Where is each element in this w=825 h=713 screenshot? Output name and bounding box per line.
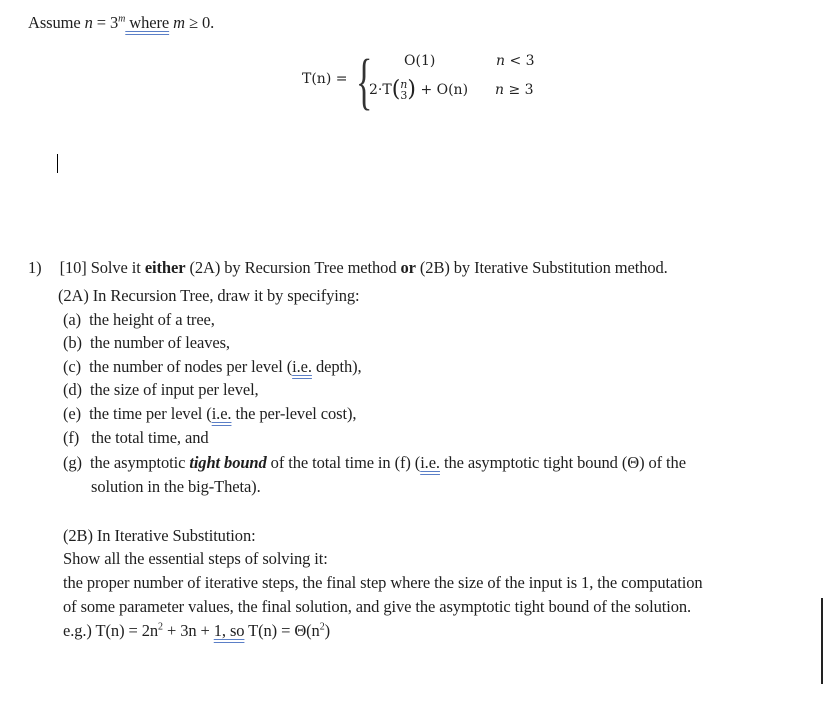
text-cursor[interactable] <box>57 154 58 173</box>
list-item-d: (d) the size of input per level, <box>63 380 259 399</box>
list-item-a: (a) the height of a tree, <box>63 310 215 329</box>
list-item-b: (b) the number of leaves, <box>63 333 230 352</box>
case2-condition: n ≥ 3 <box>495 82 534 98</box>
recurrence-lhs: T(n) = <box>302 71 348 87</box>
case1-condition: n < 3 <box>496 53 535 69</box>
question-line: 1) [10] Solve it either (2A) by Recursion Tree method or (2B) by Iterative Substitution method. <box>28 258 668 277</box>
case1-value: O(1) <box>404 53 436 69</box>
list-item-c: (c) the number of nodes per level (i.e. depth), <box>63 357 362 376</box>
part-2b-heading: (2B) In Iterative Substitution: <box>63 526 256 545</box>
part-2a-heading: (2A) In Recursion Tree, draw it by specifying: <box>58 286 360 305</box>
part-2b-line1: Show all the essential steps of solving it: <box>63 549 328 568</box>
part-2b-example: e.g.) $T(n) = 2n^2 + 3n + 1$, so $T(n) = \Theta(n^2)$ <box>63 621 330 640</box>
list-item-g-continuation: solution in the big-Theta). <box>91 477 261 496</box>
part-2b-line2: the proper number of iterative steps, the final step where the size of the input is 1, the computation <box>63 573 703 592</box>
page-edge-bar <box>821 598 823 684</box>
fraction: n 3 <box>400 78 408 102</box>
brace-symbol: { <box>356 48 373 116</box>
assumption-line: Assume $n = 3^m$ where m ≥ 0. <box>28 13 215 32</box>
list-item-e: (e) the time per level (i.e. the per-level cost), <box>63 404 357 423</box>
part-2b-line3: of some parameter values, the final solution, and give the asymptotic tight bound of the solution. <box>63 597 692 616</box>
case2-value: 2·T( n 3 ) + O(n) <box>369 77 469 102</box>
list-item-f: (f) the total time, and <box>63 428 209 447</box>
list-item-g: (g) the asymptotic tight bound of the total time in (f) (i.e. the asymptotic tight bound (Θ) of the <box>63 453 686 472</box>
